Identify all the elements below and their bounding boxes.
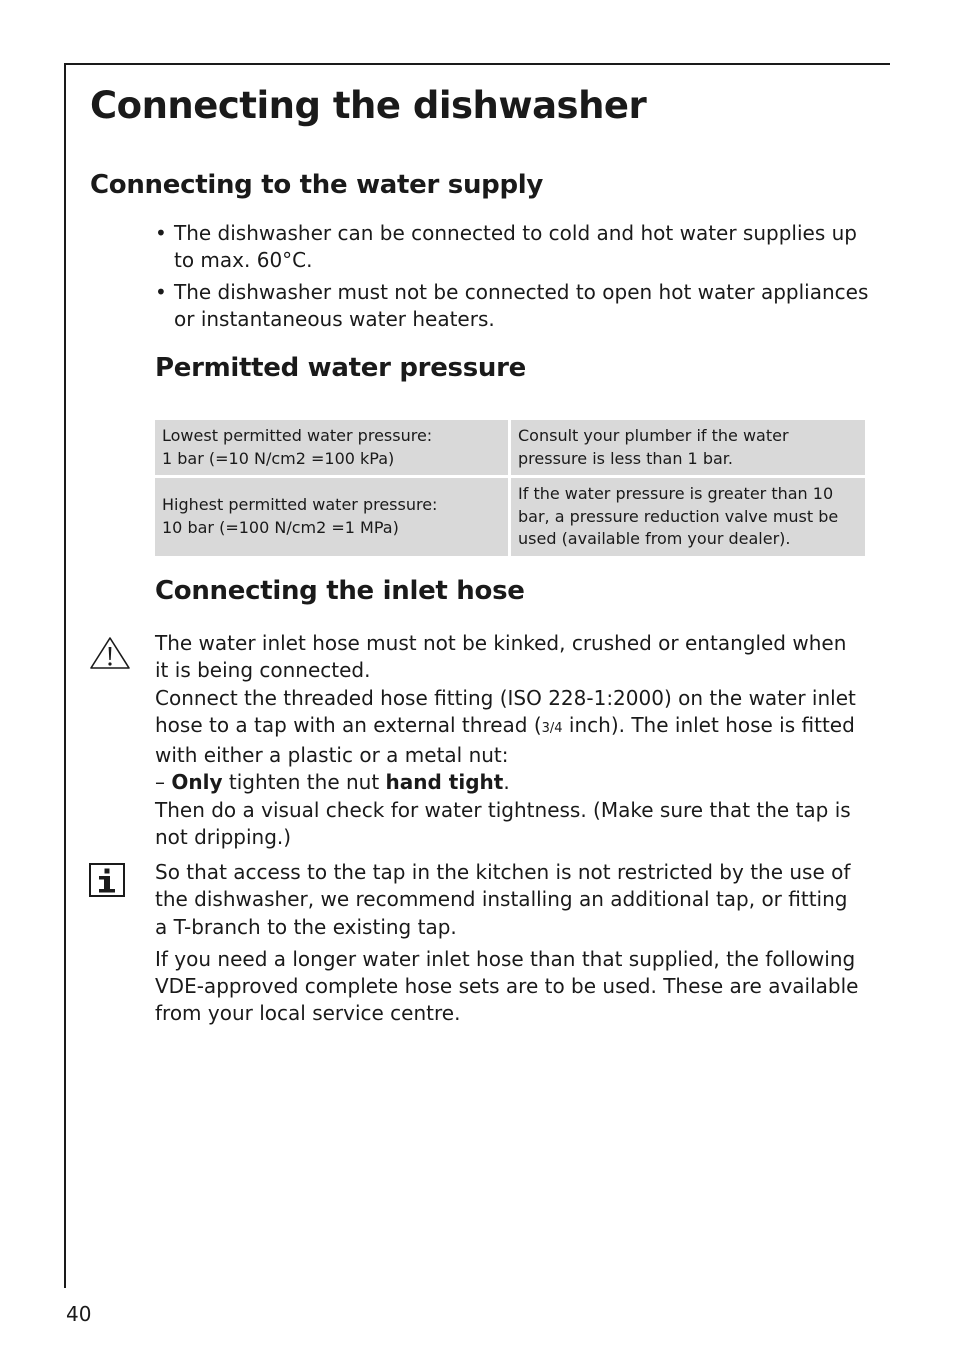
pressure-table [155,420,865,556]
tighten-step [155,769,865,796]
info-text-hose-sets: If you need a longer water inlet hose than that supplied, the following VDE-approved complete hose sets are to be used. These are available from your local service centre. [155,946,859,1026]
connect-text-end: inch). The inlet hose is fitted with either a plastic or a metal nut: [155,712,855,768]
table-row [155,420,865,478]
info-text-tap: So that access to the tap in the kitchen is not restricted by the use of the dishwasher, we recommend installing an additional tap, or fitting a T-branch to the existing tap. [155,860,851,939]
page-number: 40 [66,1302,92,1326]
pressure-label-cell [155,478,511,556]
warning-text: The water inlet hose must not be kinked, crushed or entangled when it is being connected. [155,631,847,683]
water-supply-list [155,220,870,338]
pressure-label: Lowest permitted water pressure: [162,426,433,445]
water-supply-heading: Connecting to the water supply [90,170,544,200]
pressure-label-cell [155,420,511,478]
pressure-value: 10 bar (=100 N/cm2 =1 MPa) [162,517,399,537]
step-emphasis-hand-tight: hand tight [385,770,504,795]
inlet-hose-instructions [155,630,865,851]
step-emphasis-only: Only [171,770,223,795]
bullet-text: The dishwasher can be connected to cold and hot water supplies up to max. 60°C. [174,221,857,272]
step-text: tighten the nut [222,770,386,795]
step-dash: – [155,770,172,795]
frame-left-rule [64,63,66,1288]
pressure-note-cell: If the water pressure is greater than 10 bar, a pressure reduction valve must be used (available from your dealer). [511,478,865,556]
bullet-point: • [155,280,167,304]
list-item [155,279,870,333]
step-period: . [503,770,510,795]
warning-triangle-icon [89,636,131,670]
thread-size-fraction: 3/4 [541,720,563,736]
page-title: Connecting the dishwasher [90,84,647,127]
check-text: Then do a visual check for water tightness. (Make sure that the tap is not dripping.) [155,797,851,850]
pressure-label: Highest permitted water pressure: [162,495,438,515]
info-note [155,859,865,1028]
pressure-heading: Permitted water pressure [155,353,526,383]
pressure-value: 1 bar (=10 N/cm2 =100 kPa) [162,448,395,468]
bullet-point: • [155,221,167,245]
info-icon [89,863,125,897]
pressure-note-cell: Consult your plumber if the water pressure is less than 1 bar. [511,420,865,478]
connect-text [155,685,865,770]
inlet-hose-heading: Connecting the inlet hose [155,576,525,606]
table-row [155,478,865,556]
list-item [155,220,870,274]
connect-text-start: Connect the threaded hose fitting (ISO 228-1:2000) on the water inlet hose to a tap with an external thread ( [155,685,856,737]
bullet-text: The dishwasher must not be connected to open hot water appliances or instantaneous water heaters. [174,280,869,331]
frame-top-rule [64,63,890,65]
